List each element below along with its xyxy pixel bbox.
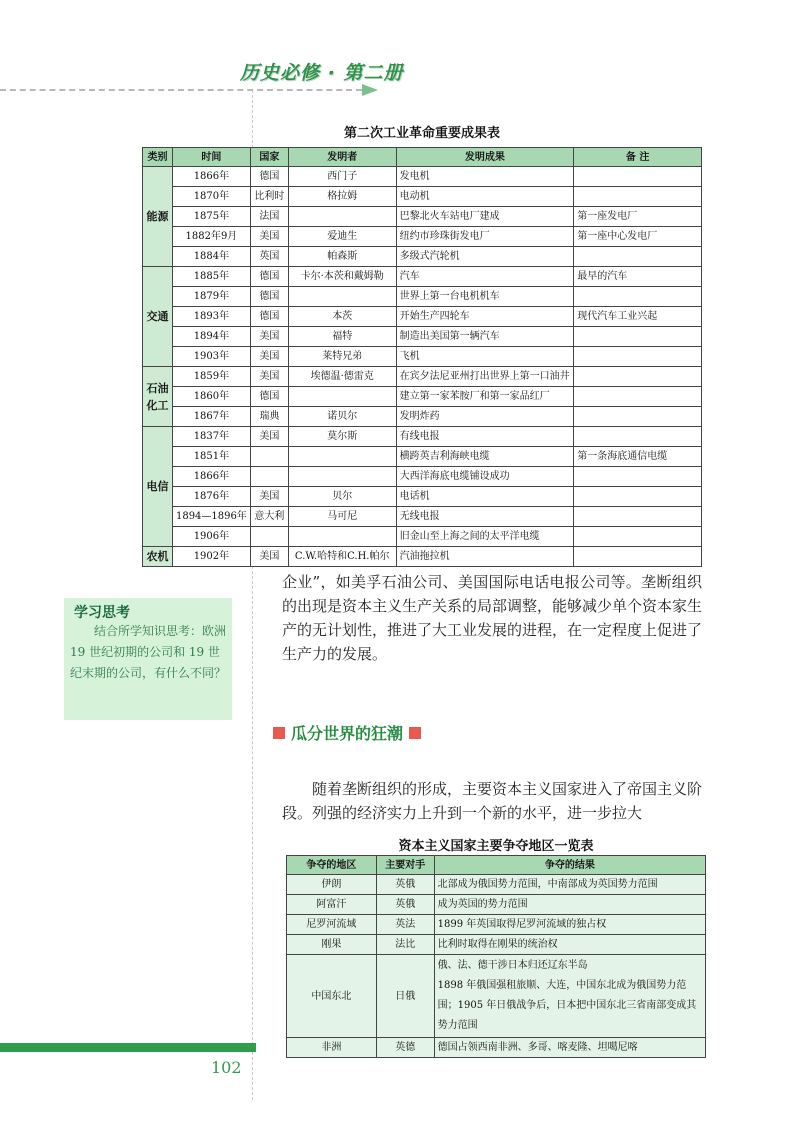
- table-cell: 马可尼: [288, 507, 396, 527]
- table-cell: 1882年9月: [172, 227, 250, 247]
- table-row: [287, 935, 706, 955]
- table-cell: 1837年: [172, 427, 250, 447]
- table-cell: 1875年: [172, 207, 250, 227]
- table-cell: 俄、法、德干涉日本归还辽东半岛 1898 年俄国强租旅顺、大连，中国东北成为俄国势力范围；1905 年日俄战争后，日本把中国东北三省南部变成其势力范围: [434, 955, 705, 1038]
- table-cell: 非洲: [287, 1038, 377, 1058]
- table-cell: 发明炸药: [396, 407, 574, 427]
- table-cell: 1860年: [172, 387, 250, 407]
- table-row: [287, 875, 706, 895]
- table-cell: [574, 247, 702, 267]
- table-row: [143, 427, 702, 447]
- table-cell: 北部成为俄国势力范围，中南部成为英国势力范围: [434, 875, 705, 895]
- table-cell: 英法: [376, 915, 434, 935]
- table-cell: 1859年: [172, 367, 250, 387]
- table-cell: [288, 287, 396, 307]
- table-cell: 1899 年英国取得尼罗河流域的独占权: [434, 915, 705, 935]
- table-cell: 第一座中心发电厂: [574, 227, 702, 247]
- table-cell: 尼罗河流域: [287, 915, 377, 935]
- table-row: [143, 347, 702, 367]
- column-header: 主要对手: [376, 856, 434, 875]
- table-cell: 比利时取得在刚果的统治权: [434, 935, 705, 955]
- category-cell: 石油化工: [143, 367, 173, 427]
- header-divider: [0, 89, 362, 91]
- table-cell: 伊朗: [287, 875, 377, 895]
- inventions-table: [142, 147, 702, 567]
- table-cell: 爱迪生: [288, 227, 396, 247]
- table-row: [287, 955, 706, 1038]
- column-header: 争夺的结果: [434, 856, 705, 875]
- table-row: [287, 915, 706, 935]
- table-cell: 比利时: [250, 187, 288, 207]
- table-cell: [288, 207, 396, 227]
- table-cell: [288, 527, 396, 547]
- table-cell: 莱特兄弟: [288, 347, 396, 367]
- table-row: [143, 227, 702, 247]
- table-cell: 最早的汽车: [574, 267, 702, 287]
- table-cell: 1876年: [172, 487, 250, 507]
- table-cell: 福特: [288, 327, 396, 347]
- table-cell: [574, 467, 702, 487]
- table-cell: 诺贝尔: [288, 407, 396, 427]
- table-row: [143, 387, 702, 407]
- study-think-box: [64, 598, 232, 720]
- category-cell: 农机: [143, 547, 173, 567]
- table-cell: [288, 467, 396, 487]
- table-cell: 美国: [250, 327, 288, 347]
- table-row: [143, 407, 702, 427]
- column-header: 类别: [143, 148, 173, 167]
- table-cell: 莫尔斯: [288, 427, 396, 447]
- table-row: [143, 367, 702, 387]
- table-cell: 英国: [250, 247, 288, 267]
- table-cell: C.W.哈特和C.H.帕尔: [288, 547, 396, 567]
- table-row: [143, 547, 702, 567]
- table-cell: 旧金山至上海之间的太平洋电缆: [396, 527, 574, 547]
- table-cell: 1893年: [172, 307, 250, 327]
- table-cell: 帕森斯: [288, 247, 396, 267]
- column-header: 争夺的地区: [287, 856, 377, 875]
- table-cell: 电动机: [396, 187, 574, 207]
- table-row: [143, 467, 702, 487]
- table-cell: [574, 527, 702, 547]
- table-cell: [574, 407, 702, 427]
- table-cell: 巴黎北火车站电厂建成: [396, 207, 574, 227]
- table-cell: 发电机: [396, 167, 574, 187]
- table-cell: 开始生产四轮车: [396, 307, 574, 327]
- table-cell: 美国: [250, 347, 288, 367]
- table2-title: 资本主义国家主要争夺地区一览表: [398, 839, 594, 854]
- table-cell: 德国占领西南非洲、多哥、喀麦隆、坦噶尼喀: [434, 1038, 705, 1058]
- table-cell: 1884年: [172, 247, 250, 267]
- column-header: 发明成果: [396, 148, 574, 167]
- table-row: [143, 307, 702, 327]
- table-cell: [574, 427, 702, 447]
- table-cell: 1903年: [172, 347, 250, 367]
- table-cell: [574, 547, 702, 567]
- table-cell: 横跨英吉利海峡电缆: [396, 447, 574, 467]
- table-cell: [574, 487, 702, 507]
- table-cell: 德国: [250, 307, 288, 327]
- table-cell: 汽油拖拉机: [396, 547, 574, 567]
- table-cell: 瑞典: [250, 407, 288, 427]
- table-row: [143, 487, 702, 507]
- table-cell: 1902年: [172, 547, 250, 567]
- table-cell: 1867年: [172, 407, 250, 427]
- category-cell: 交通: [143, 267, 173, 367]
- table-cell: 日俄: [376, 955, 434, 1038]
- square-bullet-icon: [409, 727, 421, 739]
- table-row: [143, 187, 702, 207]
- table-cell: 1906年: [172, 527, 250, 547]
- table-cell: 格拉姆: [288, 187, 396, 207]
- table-cell: [574, 507, 702, 527]
- table-cell: 意大利: [250, 507, 288, 527]
- table-cell: 建立第一家苯胺厂和第一家品红厂: [396, 387, 574, 407]
- paragraph-imperialism: 随着垄断组织的形成，主要资本主义国家进入了帝国主义阶段。列强的经济实力上升到一个新的水平，进一步拉大: [282, 780, 703, 822]
- section-heading: [273, 721, 421, 744]
- table-cell: [574, 367, 702, 387]
- table-cell: 第一条海底通信电缆: [574, 447, 702, 467]
- table-cell: 阿富汗: [287, 895, 377, 915]
- table-cell: 纽约市珍珠街发电厂: [396, 227, 574, 247]
- table-row: [287, 1038, 706, 1058]
- column-header: 备 注: [574, 148, 702, 167]
- table-cell: [250, 527, 288, 547]
- study-think-title: 学习思考: [74, 605, 130, 621]
- table-cell: 法国: [250, 207, 288, 227]
- table-row: [143, 527, 702, 547]
- table-cell: [250, 467, 288, 487]
- table-cell: 卡尔·本茨和戴姆勒: [288, 267, 396, 287]
- table-cell: 西门子: [288, 167, 396, 187]
- table-cell: 无线电报: [396, 507, 574, 527]
- table-row: [143, 507, 702, 527]
- table-cell: [574, 327, 702, 347]
- category-cell: 电信: [143, 427, 173, 547]
- table-cell: 世界上第一台电机机车: [396, 287, 574, 307]
- table-cell: [574, 347, 702, 367]
- table-cell: 德国: [250, 167, 288, 187]
- table-cell: [574, 287, 702, 307]
- square-bullet-icon: [273, 727, 285, 739]
- table-cell: 有线电报: [396, 427, 574, 447]
- table-cell: 电话机: [396, 487, 574, 507]
- table-row: [143, 167, 702, 187]
- table-cell: 德国: [250, 287, 288, 307]
- table-cell: 美国: [250, 547, 288, 567]
- table-cell: 1894年: [172, 327, 250, 347]
- header-arrow-icon: [362, 84, 378, 96]
- table-cell: [574, 187, 702, 207]
- table-cell: 1879年: [172, 287, 250, 307]
- paragraph-monopoly: 企业”，如美孚石油公司、美国国际电话电报公司等。垄断组织的出现是资本主义生产关系的局部调整，能够减少单个资本家生产的无计划性，推进了大工业发展的进程，在一定程度上促进了生产力的发展。: [282, 573, 703, 663]
- table-row: [143, 247, 702, 267]
- column-header: 时间: [172, 148, 250, 167]
- table-cell: 在宾夕法尼亚州打出世界上第一口油井: [396, 367, 574, 387]
- table-row: [143, 207, 702, 227]
- table-row: [143, 267, 702, 287]
- table-cell: 美国: [250, 367, 288, 387]
- footer-bar: [0, 1043, 256, 1052]
- table-cell: [288, 447, 396, 467]
- table-cell: 法比: [376, 935, 434, 955]
- table-cell: 1866年: [172, 467, 250, 487]
- column-header: 发明者: [288, 148, 396, 167]
- table-cell: [250, 447, 288, 467]
- table-cell: 1870年: [172, 187, 250, 207]
- category-cell: 能源: [143, 167, 173, 267]
- contested-regions-table: [286, 855, 706, 1058]
- table-cell: 大西洋海底电缆铺设成功: [396, 467, 574, 487]
- table-cell: 第一座发电厂: [574, 207, 702, 227]
- table-cell: 德国: [250, 387, 288, 407]
- table-cell: 制造出美国第一辆汽车: [396, 327, 574, 347]
- table-row: [143, 287, 702, 307]
- table-cell: 美国: [250, 227, 288, 247]
- table-cell: 1885年: [172, 267, 250, 287]
- table-cell: 英俄: [376, 895, 434, 915]
- table-cell: [574, 387, 702, 407]
- table-cell: 贝尔: [288, 487, 396, 507]
- table-cell: 飞机: [396, 347, 574, 367]
- table-row: [143, 327, 702, 347]
- table-cell: 美国: [250, 427, 288, 447]
- table-cell: 现代汽车工业兴起: [574, 307, 702, 327]
- table-cell: 英德: [376, 1038, 434, 1058]
- table-cell: 1851年: [172, 447, 250, 467]
- table-cell: 埃德温·德雷克: [288, 367, 396, 387]
- table-cell: 1894—1896年: [172, 507, 250, 527]
- table-cell: 刚果: [287, 935, 377, 955]
- table-cell: [288, 387, 396, 407]
- column-header: 国家: [250, 148, 288, 167]
- table-cell: 德国: [250, 267, 288, 287]
- table-cell: 1866年: [172, 167, 250, 187]
- book-title: 历史必修 · 第二册: [240, 62, 404, 84]
- table-cell: 英俄: [376, 875, 434, 895]
- table-cell: 多级式汽轮机: [396, 247, 574, 267]
- table-row: [287, 895, 706, 915]
- table-row: [143, 447, 702, 467]
- page-number: 102: [211, 1058, 242, 1077]
- table-cell: 美国: [250, 487, 288, 507]
- study-think-text: 结合所学知识思考：欧洲 19 世纪初期的公司和 19 世纪末期的公司，有什么不同？: [70, 624, 227, 680]
- section-heading-text: 瓜分世界的狂潮: [291, 724, 404, 743]
- table-cell: 成为英国的势力范围: [434, 895, 705, 915]
- table1-title: 第二次工业革命重要成果表: [343, 126, 500, 141]
- table-cell: [574, 167, 702, 187]
- table-cell: 本茨: [288, 307, 396, 327]
- table-cell: 中国东北: [287, 955, 377, 1038]
- table-cell: 汽车: [396, 267, 574, 287]
